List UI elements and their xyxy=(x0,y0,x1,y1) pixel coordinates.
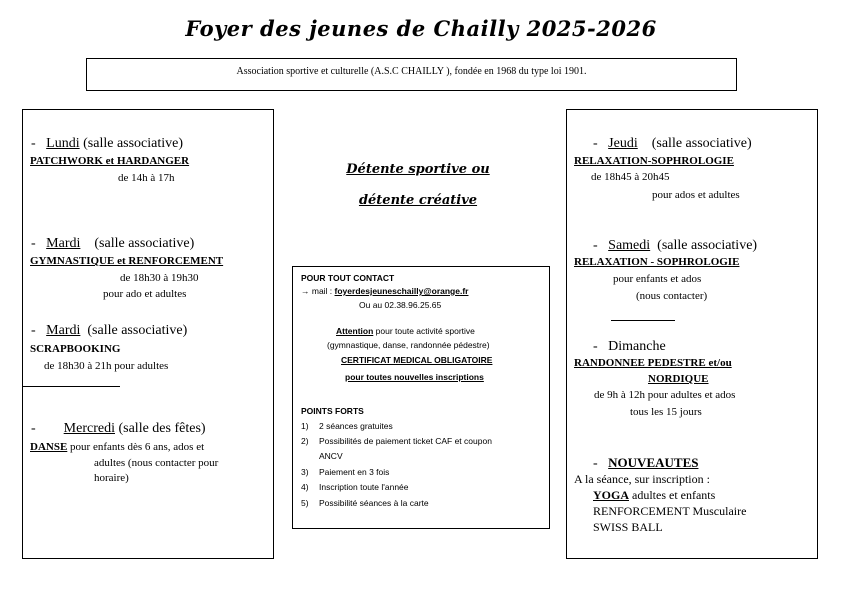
jeudi-day-line xyxy=(593,136,752,152)
dimanche-activity1: RANDONNEE PEDESTRE et/ou xyxy=(574,357,732,369)
point-num: 5) xyxy=(301,498,309,508)
point-text: Possibilité séances à la carte xyxy=(319,498,429,508)
dash: - xyxy=(593,456,598,471)
page-title: Foyer des jeunes de Chailly 2025-2026 xyxy=(185,16,657,41)
mardi1-day-line xyxy=(31,236,194,252)
mardi2-activity: SCRAPBOOKING xyxy=(30,343,121,355)
mardi2-day-line xyxy=(31,323,187,339)
swissball-line: SWISS BALL xyxy=(593,520,663,534)
jeudi-hours: de 18h45 à 20h45 xyxy=(591,171,670,183)
mercredi-line1 xyxy=(30,441,204,453)
dimanche-hours: de 9h à 12h pour adultes et ados xyxy=(594,389,736,401)
dimanche-day-line xyxy=(593,339,666,355)
mardi2-room: (salle associative) xyxy=(87,323,188,338)
contact-phone: Ou au 02.38.96.25.65 xyxy=(359,300,442,310)
jeudi-room: (salle associative) xyxy=(651,136,752,151)
dash: - xyxy=(593,339,598,354)
lundi-room: (salle associative) xyxy=(83,136,184,151)
mercredi-room: (salle des fêtes) xyxy=(118,421,206,436)
samedi-audience: pour enfants et ados xyxy=(613,273,702,285)
dimanche-day: Dimanche xyxy=(608,339,666,354)
samedi-day: Samedi xyxy=(608,238,651,253)
attention-line xyxy=(336,326,475,336)
lundi-activity: PATCHWORK et HARDANGER xyxy=(30,155,190,167)
certificat-line2: pour toutes nouvelles inscriptions xyxy=(345,372,484,382)
jeudi-audience: pour ados et adultes xyxy=(652,189,740,201)
attention-line2: (gymnastique, danse, randonnée pédestre) xyxy=(327,340,490,350)
dash: - xyxy=(593,238,598,253)
subtitle-text: Association sportive et culturelle (A.S.C CHAILLY ), fondée en 1968 du type loi 1901. xyxy=(236,66,587,77)
nouveautes-heading: NOUVEAUTES xyxy=(608,455,699,470)
samedi-note: (nous contacter) xyxy=(636,290,708,302)
mardi1-audience: pour ado et adultes xyxy=(103,288,187,300)
tagline-line2: détente créative xyxy=(358,193,478,208)
lundi-day-line xyxy=(31,136,183,152)
point-text: Possibilités de paiement ticket CAF et coupon xyxy=(319,436,492,446)
mercredi-line3: horaire) xyxy=(94,472,129,484)
dash: - xyxy=(31,136,36,151)
yoga-line xyxy=(593,488,715,503)
samedi-activity: RELAXATION - SOPHROLOGIE xyxy=(574,256,740,268)
yoga-label: YOGA xyxy=(593,488,629,502)
separator-line xyxy=(611,320,675,321)
nouveautes-intro: A la séance, sur inscription : xyxy=(574,472,710,486)
attention-rest: pour toute activité sportive xyxy=(373,326,475,336)
mercredi-day: Mercredi xyxy=(63,421,115,436)
mardi2-day: Mardi xyxy=(46,323,81,338)
contact-email-link[interactable]: foyerdesjeuneschailly@orange.fr xyxy=(334,286,469,296)
points-heading: POINTS FORTS xyxy=(301,406,364,416)
jeudi-activity: RELAXATION-SOPHROLOGIE xyxy=(574,155,734,167)
mardi2-hours: de 18h30 à 21h pour adultes xyxy=(44,360,169,372)
separator-line xyxy=(22,386,120,387)
mail-prefix: → mail : xyxy=(301,286,335,296)
mardi1-day: Mardi xyxy=(46,236,81,251)
point-text: ANCV xyxy=(319,451,343,461)
mercredi-line2: adultes (nous contacter pour xyxy=(94,457,219,469)
lundi-hours: de 14h à 17h xyxy=(118,172,175,184)
mercredi-text1: pour enfants dès 6 ans, ados et xyxy=(70,441,205,453)
attention-word: Attention xyxy=(336,326,374,336)
subtitle-box xyxy=(86,58,737,91)
point-num: 2) xyxy=(301,436,309,446)
lundi-day: Lundi xyxy=(46,136,80,151)
yoga-rest: adultes et enfants xyxy=(629,488,716,502)
dimanche-freq: tous les 15 jours xyxy=(630,406,702,418)
samedi-day-line xyxy=(593,238,757,254)
mardi1-hours: de 18h30 à 19h30 xyxy=(120,272,199,284)
point-text: Inscription toute l'année xyxy=(319,482,409,492)
contact-mail-line xyxy=(301,286,468,296)
point-item xyxy=(301,436,309,446)
nouveautes-line xyxy=(593,455,698,472)
renforcement-line: RENFORCEMENT Musculaire xyxy=(593,504,747,518)
dash: - xyxy=(31,323,36,338)
point-num: 3) xyxy=(301,467,309,477)
point-item xyxy=(301,498,309,508)
tagline-line1: Détente sportive ou xyxy=(346,162,490,177)
point-num: 1) xyxy=(301,421,309,431)
dash: - xyxy=(593,136,598,151)
point-item xyxy=(301,467,309,477)
dash: - xyxy=(31,421,36,436)
point-item xyxy=(301,482,309,492)
dimanche-activity2: NORDIQUE xyxy=(648,373,709,385)
point-item xyxy=(301,421,309,431)
dash: - xyxy=(31,236,36,251)
contact-heading: POUR TOUT CONTACT xyxy=(301,273,395,283)
mardi1-activity: GYMNASTIQUE et RENFORCEMENT xyxy=(30,255,224,267)
mardi1-room: (salle associative) xyxy=(94,236,195,251)
point-num: 4) xyxy=(301,482,309,492)
mercredi-activity: DANSE xyxy=(30,441,68,453)
point-text: 2 séances gratuites xyxy=(319,421,393,431)
samedi-room: (salle associative) xyxy=(657,238,758,253)
jeudi-day: Jeudi xyxy=(608,136,638,151)
certificat-line: CERTIFICAT MEDICAL OBLIGATOIRE xyxy=(341,355,493,365)
mercredi-day-line xyxy=(31,421,206,437)
point-text: Paiement en 3 fois xyxy=(319,467,390,477)
